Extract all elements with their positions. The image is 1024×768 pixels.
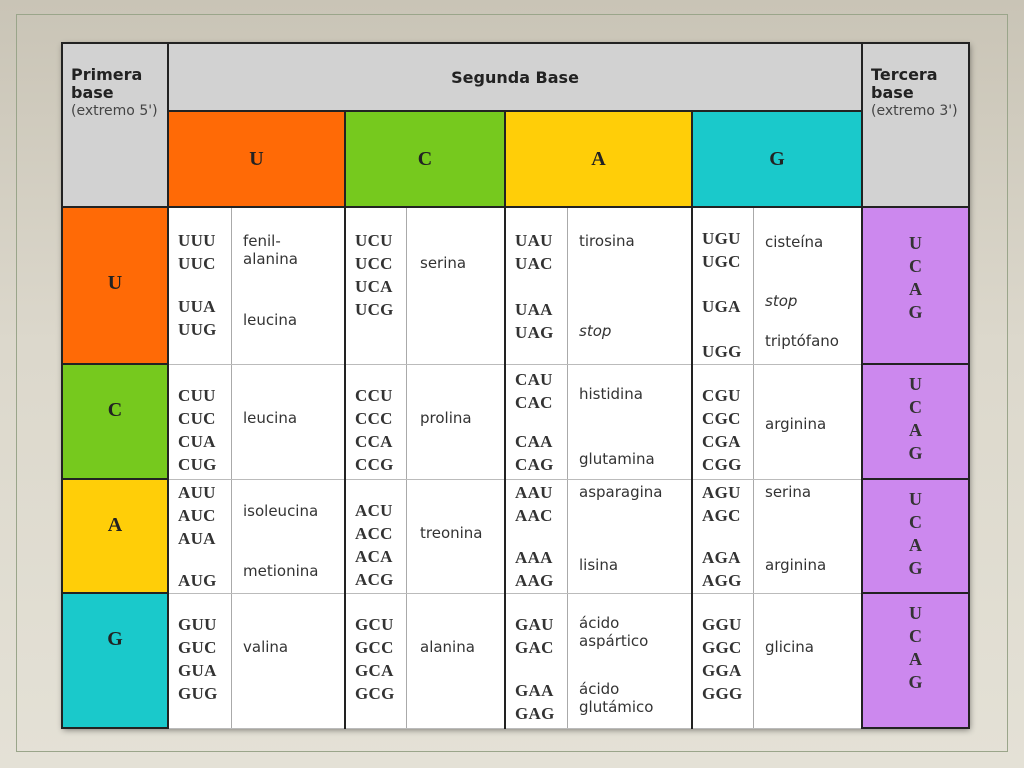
third-base-subtitle: (extremo 3') (871, 102, 958, 119)
amino-acid: histidina (579, 384, 643, 403)
amino-acid: ácido glutámico (579, 679, 654, 716)
amino-acid: leucina (243, 408, 298, 427)
codon: GUU (178, 614, 217, 634)
codon: GGC (702, 637, 742, 657)
codon: CUG (178, 454, 217, 474)
codon: AGA (702, 547, 741, 567)
codon: UAA (515, 300, 553, 319)
third-base: C (909, 626, 923, 646)
codon: GCA (355, 660, 394, 680)
amino-acid: glicina (765, 637, 814, 656)
codon: CCG (355, 454, 394, 474)
codon: UCC (355, 254, 393, 273)
codon: UUU (178, 231, 216, 250)
codon: CGG (702, 454, 742, 474)
codon: UGC (702, 252, 741, 271)
codon: AAC (515, 505, 553, 525)
second-base-a: A (505, 111, 692, 207)
cell-gc (345, 593, 505, 728)
codon: AAG (515, 570, 554, 590)
genetic-code-table (61, 42, 968, 727)
third-base: G (908, 302, 923, 322)
third-base-group-a (862, 479, 969, 593)
cell-gu (168, 593, 345, 728)
codon: GCG (355, 683, 395, 703)
third-base-group-c (862, 364, 969, 479)
third-base: C (909, 397, 923, 417)
amino-acid-stop: stop (579, 322, 612, 340)
codon: UCA (355, 277, 393, 296)
amino-acid: treonina (420, 523, 483, 542)
codon: UGA (702, 297, 741, 316)
third-base: U (909, 233, 923, 253)
amino-acid: cisteína (765, 233, 824, 251)
second-base-g: G (692, 111, 862, 207)
amino-acid: arginina (765, 555, 827, 574)
codon: AGC (702, 505, 741, 525)
cell-cu (168, 364, 345, 479)
amino-acid: isoleucina (243, 501, 319, 520)
second-base-header: Segunda Base (168, 43, 862, 111)
codon: CCA (355, 431, 393, 451)
first-base-u: U (62, 207, 168, 364)
codon: UAG (515, 323, 554, 342)
codon: GAU (515, 614, 554, 634)
first-base-g: G (62, 593, 168, 728)
codon: UAC (515, 254, 553, 273)
codon: AUG (178, 570, 217, 590)
codon: GGA (702, 660, 742, 680)
codon: ACC (355, 523, 393, 543)
codon: CUU (178, 385, 216, 405)
third-base-header (862, 43, 969, 207)
third-base-group-g (862, 593, 969, 728)
codon: CCC (355, 408, 393, 428)
third-base: A (909, 279, 923, 299)
codon: GCU (355, 614, 394, 634)
codon: CGU (702, 385, 741, 405)
third-base: C (909, 512, 923, 532)
codon: GGG (702, 683, 743, 703)
codon: AGU (702, 482, 741, 502)
amino-acid: arginina (765, 414, 827, 433)
codon: GUA (178, 660, 217, 680)
cell-au (168, 479, 345, 593)
second-base-c: C (345, 111, 505, 207)
cell-aa (505, 479, 692, 593)
third-base: A (909, 649, 923, 669)
codon: GGU (702, 614, 742, 634)
codon: GCC (355, 637, 394, 657)
cell-gg (692, 593, 862, 728)
third-base-title: Tercera base (871, 65, 938, 103)
codon: ACA (355, 546, 393, 566)
codon: CAU (515, 369, 553, 389)
amino-acid: serina (420, 254, 467, 272)
amino-acid: leucina (243, 311, 298, 329)
third-base: A (909, 535, 923, 555)
codon: CGC (702, 408, 741, 428)
first-base-subtitle: (extremo 5') (71, 102, 158, 119)
cell-ac (345, 479, 505, 593)
cell-ca (505, 364, 692, 479)
amino-acid: prolina (420, 408, 472, 427)
codon: AUU (178, 482, 216, 502)
third-base: G (908, 558, 923, 578)
first-base-title: Primera base (71, 65, 143, 103)
codon: CGA (702, 431, 741, 451)
codon: GAC (515, 637, 554, 657)
codon: ACU (355, 500, 393, 520)
codon: UGG (702, 342, 742, 361)
first-base-a: A (62, 479, 168, 593)
codon: UAU (515, 231, 553, 250)
amino-acid-stop: stop (765, 292, 798, 310)
third-base: G (908, 443, 923, 463)
third-base: U (909, 489, 923, 509)
amino-acid: valina (243, 637, 289, 656)
codon: GAG (515, 703, 555, 723)
codon: AAA (515, 547, 553, 567)
first-base-header (62, 43, 168, 207)
amino-acid: metionina (243, 561, 319, 580)
amino-acid: fenil-alanina (243, 232, 298, 269)
codon: UUG (178, 320, 217, 339)
codon: CCU (355, 385, 393, 405)
amino-acid: serina (765, 482, 812, 501)
first-base-c: C (62, 364, 168, 479)
cell-cc (345, 364, 505, 479)
amino-acid: glutamina (579, 449, 655, 468)
codon: UUA (178, 297, 216, 316)
codon: GUG (178, 683, 218, 703)
codon: GUC (178, 637, 217, 657)
codon: CUA (178, 431, 216, 451)
codon: CAA (515, 431, 553, 451)
amino-acid: asparagina (579, 482, 663, 501)
third-base: C (909, 256, 923, 276)
amino-acid: triptófano (765, 332, 839, 350)
amino-acid: ácido aspártico (579, 613, 649, 650)
cell-cg (692, 364, 862, 479)
cell-ga (505, 593, 692, 728)
amino-acid: alanina (420, 637, 475, 656)
codon: UUC (178, 254, 216, 273)
amino-acid: lisina (579, 555, 619, 574)
codon: GAA (515, 680, 554, 700)
third-base: U (909, 603, 923, 623)
codon: UCU (355, 231, 393, 250)
codon: CAC (515, 392, 553, 412)
cell-ag (692, 479, 862, 593)
codon: AUA (178, 528, 216, 548)
third-base: G (908, 672, 923, 692)
cell-uu (168, 207, 345, 364)
cell-ug (692, 207, 862, 364)
codon: CAG (515, 454, 554, 474)
codon: AUC (178, 505, 216, 525)
codon: AAU (515, 482, 553, 502)
third-base: A (909, 420, 923, 440)
third-base: U (909, 374, 923, 394)
codon: ACG (355, 569, 394, 589)
cell-ua (505, 207, 692, 364)
codon: UGU (702, 229, 741, 248)
amino-acid: tirosina (579, 232, 635, 250)
second-base-u: U (168, 111, 345, 207)
codon: CUC (178, 408, 216, 428)
codon: AGG (702, 570, 742, 590)
cell-uc (345, 207, 505, 364)
codon: UCG (355, 300, 394, 319)
third-base-group-u (862, 207, 969, 364)
